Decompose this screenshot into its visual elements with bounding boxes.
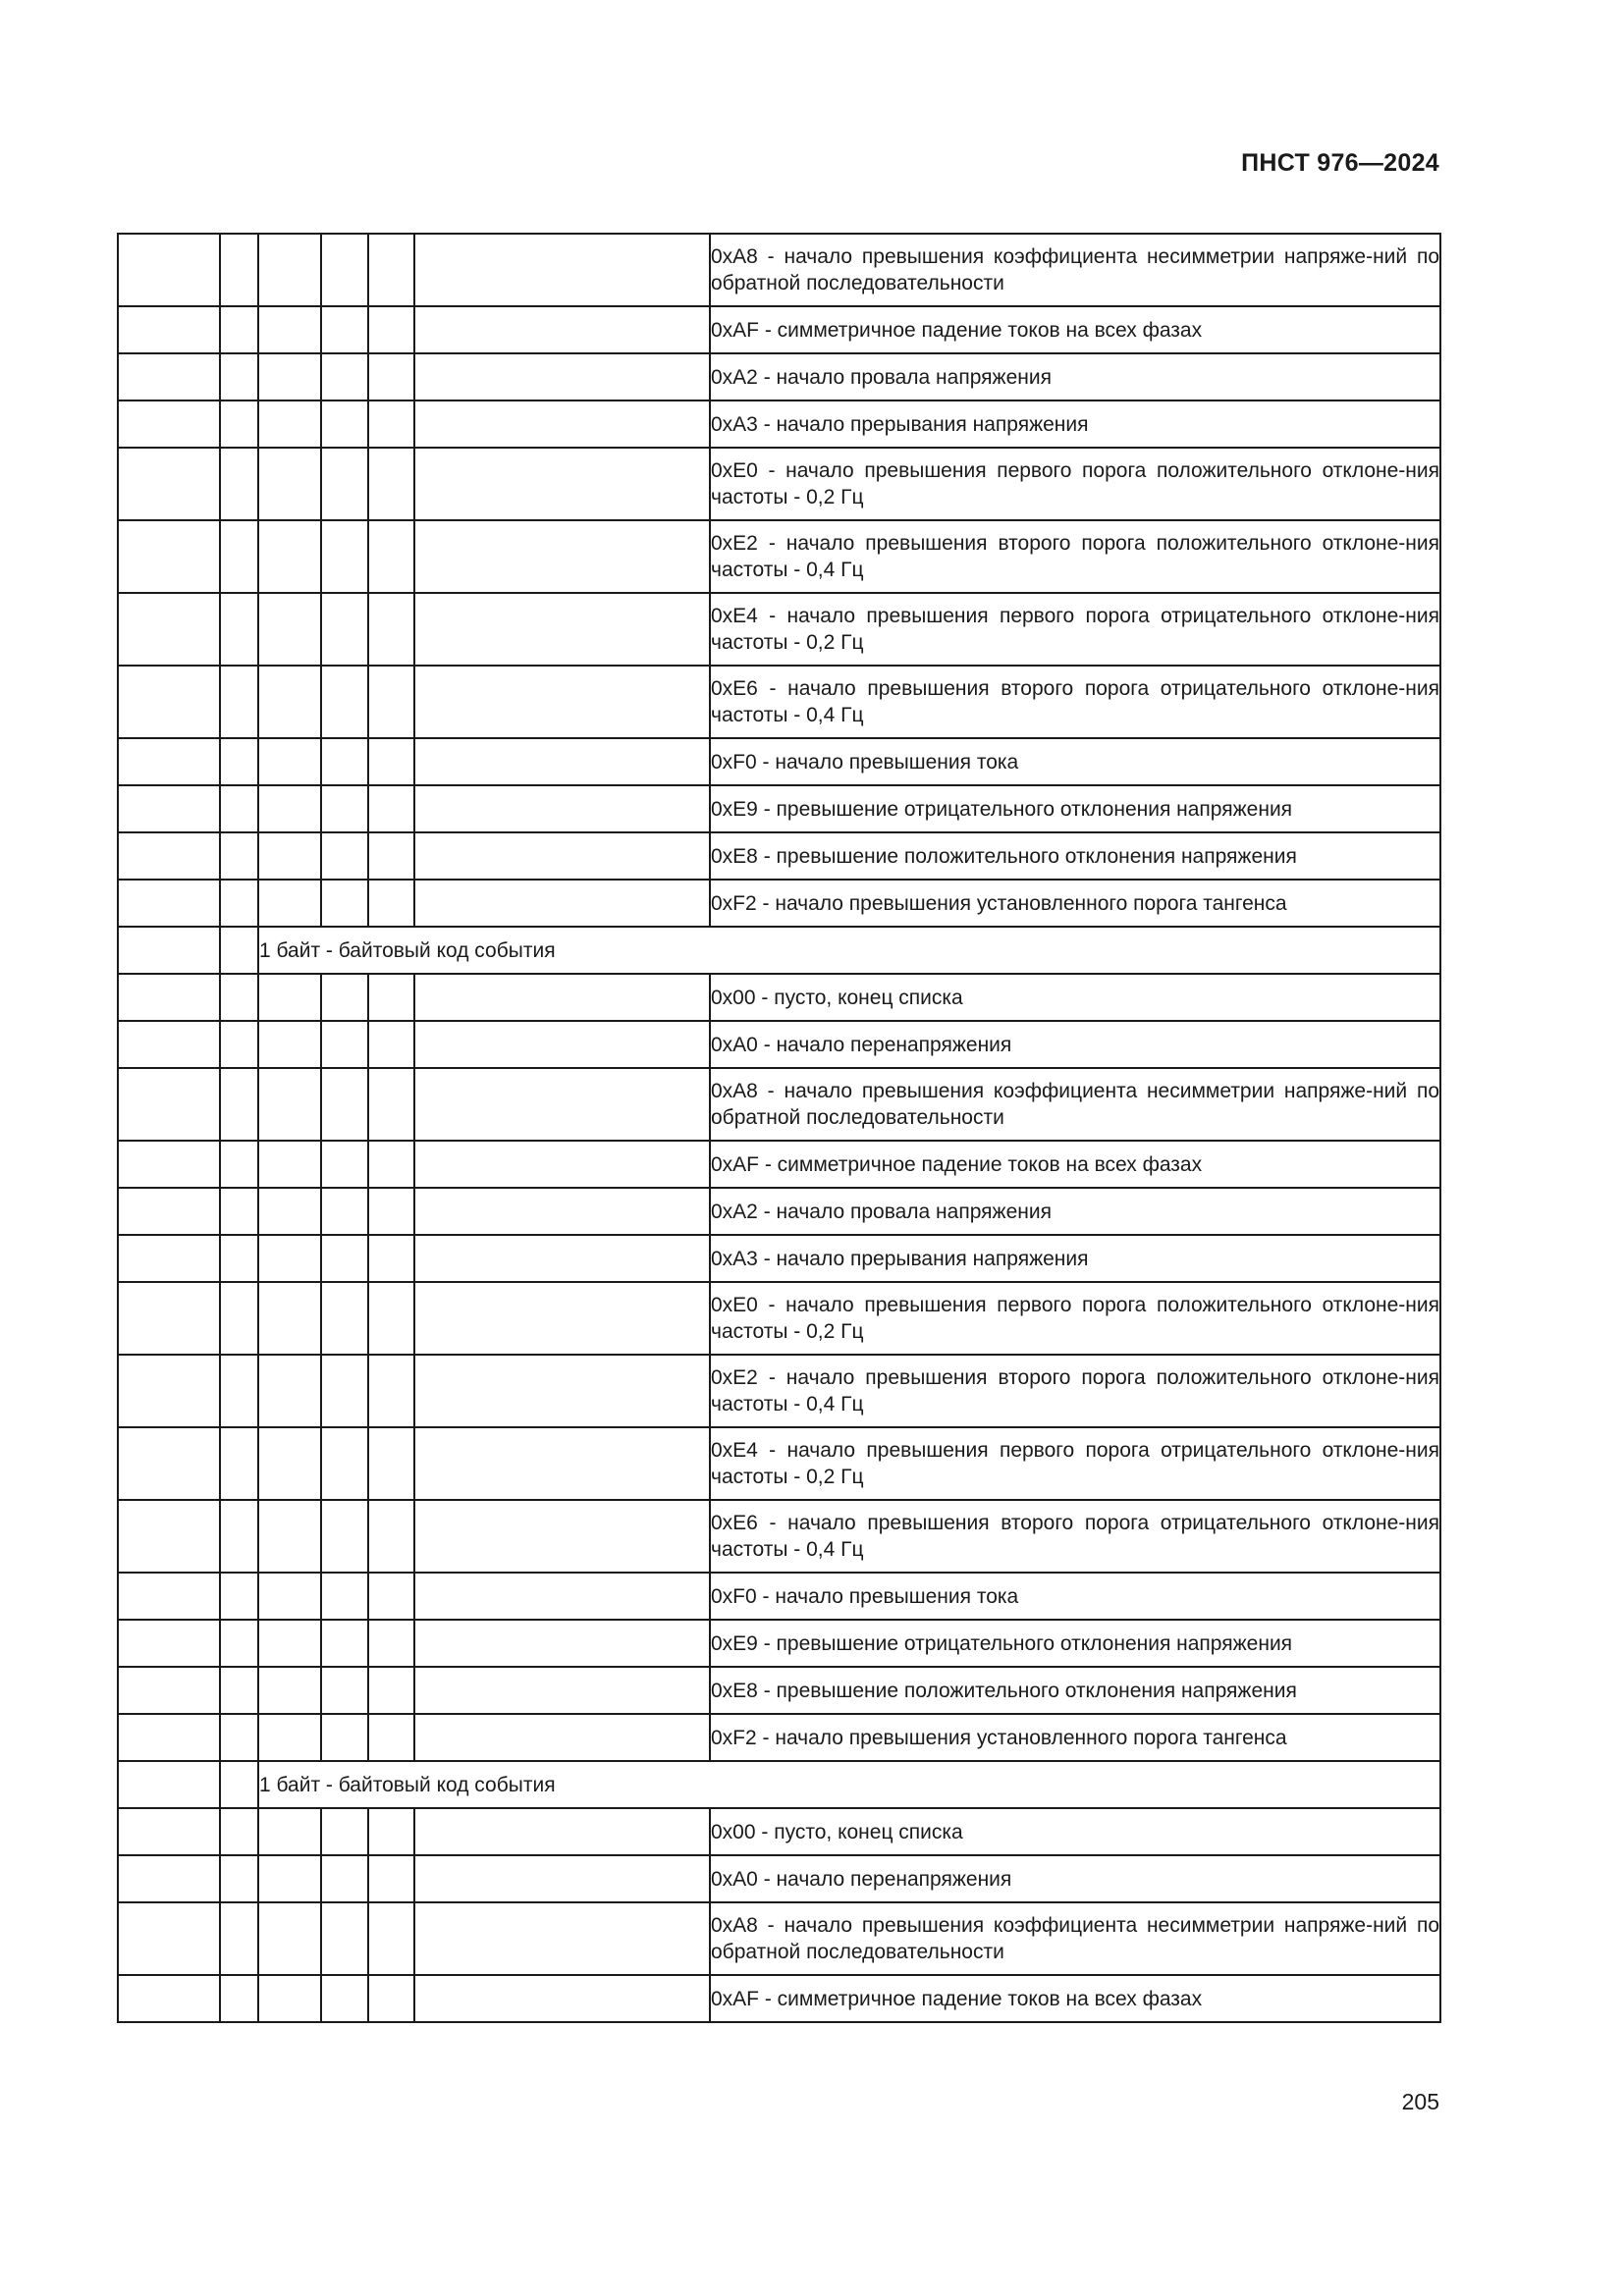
empty-cell bbox=[321, 1068, 368, 1141]
empty-cell bbox=[321, 520, 368, 593]
empty-cell bbox=[321, 1714, 368, 1761]
empty-cell bbox=[321, 400, 368, 448]
empty-cell bbox=[220, 1282, 258, 1355]
empty-cell bbox=[118, 1808, 220, 1855]
empty-cell bbox=[321, 1902, 368, 1975]
empty-cell bbox=[118, 400, 220, 448]
empty-cell bbox=[368, 1068, 414, 1141]
empty-cell bbox=[258, 666, 321, 738]
empty-cell bbox=[258, 1282, 321, 1355]
empty-cell bbox=[220, 1235, 258, 1282]
empty-cell bbox=[220, 738, 258, 785]
empty-cell bbox=[118, 1761, 220, 1808]
empty-cell bbox=[118, 448, 220, 520]
event-code-cell: 0xA8 - начало превышения коэффициента несимметрии напряже-ний по обратной последовательности bbox=[710, 234, 1440, 306]
empty-cell bbox=[220, 785, 258, 832]
empty-cell bbox=[258, 1021, 321, 1068]
empty-cell bbox=[118, 1282, 220, 1355]
empty-cell bbox=[414, 785, 710, 832]
event-code-cell: 0xE6 - начало превышения второго порога отрицательного отклоне-ния частоты - 0,4 Гц bbox=[710, 1500, 1440, 1573]
empty-cell bbox=[368, 1282, 414, 1355]
empty-cell bbox=[368, 666, 414, 738]
empty-cell bbox=[258, 1714, 321, 1761]
empty-cell bbox=[118, 974, 220, 1021]
empty-cell bbox=[220, 520, 258, 593]
empty-cell bbox=[258, 1855, 321, 1902]
empty-cell bbox=[118, 593, 220, 666]
empty-cell bbox=[118, 1902, 220, 1975]
empty-cell bbox=[321, 1188, 368, 1235]
empty-cell bbox=[220, 927, 258, 974]
empty-cell bbox=[220, 832, 258, 880]
table-row bbox=[118, 1282, 1440, 1355]
empty-cell bbox=[118, 1667, 220, 1714]
empty-cell bbox=[258, 785, 321, 832]
empty-cell bbox=[220, 306, 258, 353]
byte-code-header-cell: 1 байт - байтовый код события bbox=[258, 927, 1440, 974]
empty-cell bbox=[220, 1355, 258, 1427]
empty-cell bbox=[368, 1975, 414, 2022]
empty-cell bbox=[258, 1427, 321, 1500]
empty-cell bbox=[414, 1808, 710, 1855]
event-code-cell: 0xAF - симметричное падение токов на всех фазах bbox=[710, 1975, 1440, 2022]
empty-cell bbox=[118, 785, 220, 832]
empty-cell bbox=[321, 1235, 368, 1282]
empty-cell bbox=[258, 1500, 321, 1573]
event-code-cell: 0xAF - симметричное падение токов на всех фазах bbox=[710, 1141, 1440, 1188]
empty-cell bbox=[414, 832, 710, 880]
empty-cell bbox=[321, 1855, 368, 1902]
empty-cell bbox=[118, 880, 220, 927]
empty-cell bbox=[321, 974, 368, 1021]
document-code: ПНСТ 976—2024 bbox=[1241, 149, 1439, 177]
table-row bbox=[118, 880, 1440, 927]
table-section-row bbox=[118, 927, 1440, 974]
empty-cell bbox=[321, 1975, 368, 2022]
event-code-cell: 0xE8 - превышение положительного отклонения напряжения bbox=[710, 1667, 1440, 1714]
empty-cell bbox=[258, 593, 321, 666]
empty-cell bbox=[118, 1427, 220, 1500]
empty-cell bbox=[414, 1188, 710, 1235]
table-row bbox=[118, 1667, 1440, 1714]
empty-cell bbox=[220, 1761, 258, 1808]
table-row bbox=[118, 974, 1440, 1021]
empty-cell bbox=[258, 1355, 321, 1427]
empty-cell bbox=[414, 1235, 710, 1282]
empty-cell bbox=[258, 1808, 321, 1855]
event-code-cell: 0xA8 - начало превышения коэффициента несимметрии напряже-ний по обратной последовательности bbox=[710, 1068, 1440, 1141]
empty-cell bbox=[118, 1620, 220, 1667]
table-row bbox=[118, 1902, 1440, 1975]
empty-cell bbox=[220, 593, 258, 666]
table-row bbox=[118, 1808, 1440, 1855]
table-body bbox=[118, 234, 1440, 2022]
empty-cell bbox=[368, 880, 414, 927]
empty-cell bbox=[220, 1667, 258, 1714]
table-row bbox=[118, 306, 1440, 353]
empty-cell bbox=[258, 234, 321, 306]
event-code-cell: 0xE4 - начало превышения первого порога отрицательного отклоне-ния частоты - 0,2 Гц bbox=[710, 1427, 1440, 1500]
empty-cell bbox=[368, 593, 414, 666]
table-row bbox=[118, 520, 1440, 593]
empty-cell bbox=[220, 1573, 258, 1620]
event-code-cell: 0xE8 - превышение положительного отклонения напряжения bbox=[710, 832, 1440, 880]
empty-cell bbox=[258, 1667, 321, 1714]
empty-cell bbox=[220, 1714, 258, 1761]
empty-cell bbox=[414, 1068, 710, 1141]
empty-cell bbox=[368, 1500, 414, 1573]
empty-cell bbox=[321, 1808, 368, 1855]
empty-cell bbox=[368, 1141, 414, 1188]
empty-cell bbox=[368, 400, 414, 448]
empty-cell bbox=[118, 353, 220, 400]
table-row bbox=[118, 1714, 1440, 1761]
empty-cell bbox=[321, 353, 368, 400]
empty-cell bbox=[220, 974, 258, 1021]
empty-cell bbox=[368, 1808, 414, 1855]
empty-cell bbox=[118, 738, 220, 785]
empty-cell bbox=[414, 1620, 710, 1667]
empty-cell bbox=[321, 593, 368, 666]
event-code-table bbox=[117, 233, 1441, 2023]
event-code-cell: 0xA0 - начало перенапряжения bbox=[710, 1855, 1440, 1902]
table-row bbox=[118, 1141, 1440, 1188]
event-code-cell: 0x00 - пусто, конец списка bbox=[710, 1808, 1440, 1855]
event-code-cell: 0xA2 - начало провала напряжения bbox=[710, 353, 1440, 400]
empty-cell bbox=[220, 1141, 258, 1188]
empty-cell bbox=[321, 234, 368, 306]
empty-cell bbox=[321, 1141, 368, 1188]
empty-cell bbox=[321, 1500, 368, 1573]
empty-cell bbox=[258, 1068, 321, 1141]
empty-cell bbox=[368, 234, 414, 306]
table-row bbox=[118, 353, 1440, 400]
empty-cell bbox=[368, 353, 414, 400]
empty-cell bbox=[414, 306, 710, 353]
table-row bbox=[118, 785, 1440, 832]
event-code-cell: 0xE0 - начало превышения первого порога положительного отклоне-ния частоты - 0,2 Гц bbox=[710, 1282, 1440, 1355]
table-row bbox=[118, 666, 1440, 738]
event-code-cell: 0xE4 - начало превышения первого порога отрицательного отклоне-ния частоты - 0,2 Гц bbox=[710, 593, 1440, 666]
empty-cell bbox=[258, 1188, 321, 1235]
event-code-cell: 0xE9 - превышение отрицательного отклонения напряжения bbox=[710, 785, 1440, 832]
empty-cell bbox=[220, 353, 258, 400]
byte-code-header-cell: 1 байт - байтовый код события bbox=[258, 1761, 1440, 1808]
empty-cell bbox=[414, 1855, 710, 1902]
empty-cell bbox=[414, 1427, 710, 1500]
table-row bbox=[118, 832, 1440, 880]
event-code-cell: 0xA3 - начало прерывания напряжения bbox=[710, 400, 1440, 448]
empty-cell bbox=[118, 1500, 220, 1573]
empty-cell bbox=[321, 666, 368, 738]
empty-cell bbox=[414, 1667, 710, 1714]
empty-cell bbox=[258, 738, 321, 785]
empty-cell bbox=[220, 234, 258, 306]
empty-cell bbox=[414, 520, 710, 593]
empty-cell bbox=[368, 785, 414, 832]
empty-cell bbox=[414, 1141, 710, 1188]
table-row bbox=[118, 1975, 1440, 2022]
table-row bbox=[118, 1573, 1440, 1620]
event-code-cell: 0xE2 - начало превышения второго порога положительного отклоне-ния частоты - 0,4 Гц bbox=[710, 1355, 1440, 1427]
table-row bbox=[118, 1427, 1440, 1500]
empty-cell bbox=[414, 593, 710, 666]
empty-cell bbox=[258, 1141, 321, 1188]
empty-cell bbox=[258, 832, 321, 880]
page-number: 205 bbox=[1401, 2089, 1439, 2114]
empty-cell bbox=[258, 974, 321, 1021]
table-section-row bbox=[118, 1761, 1440, 1808]
empty-cell bbox=[321, 1427, 368, 1500]
empty-cell bbox=[321, 832, 368, 880]
empty-cell bbox=[368, 1667, 414, 1714]
empty-cell bbox=[220, 1427, 258, 1500]
empty-cell bbox=[414, 1573, 710, 1620]
empty-cell bbox=[321, 1355, 368, 1427]
empty-cell bbox=[220, 1808, 258, 1855]
empty-cell bbox=[368, 1714, 414, 1761]
event-code-cell: 0xE9 - превышение отрицательного отклонения напряжения bbox=[710, 1620, 1440, 1667]
empty-cell bbox=[220, 1500, 258, 1573]
empty-cell bbox=[414, 738, 710, 785]
empty-cell bbox=[118, 666, 220, 738]
empty-cell bbox=[368, 1021, 414, 1068]
empty-cell bbox=[118, 1188, 220, 1235]
empty-cell bbox=[258, 1620, 321, 1667]
table-row bbox=[118, 400, 1440, 448]
empty-cell bbox=[414, 1282, 710, 1355]
empty-cell bbox=[368, 520, 414, 593]
table-row bbox=[118, 1620, 1440, 1667]
empty-cell bbox=[220, 400, 258, 448]
empty-cell bbox=[118, 1573, 220, 1620]
empty-cell bbox=[414, 1975, 710, 2022]
event-code-cell: 0xE6 - начало превышения второго порога отрицательного отклоне-ния частоты - 0,4 Гц bbox=[710, 666, 1440, 738]
empty-cell bbox=[258, 1975, 321, 2022]
empty-cell bbox=[414, 974, 710, 1021]
empty-cell bbox=[414, 1902, 710, 1975]
event-code-cell: 0xF2 - начало превышения установленного порога тангенса bbox=[710, 1714, 1440, 1761]
event-code-cell: 0xAF - симметричное падение токов на всех фазах bbox=[710, 306, 1440, 353]
empty-cell bbox=[368, 1573, 414, 1620]
table-row bbox=[118, 738, 1440, 785]
empty-cell bbox=[368, 832, 414, 880]
empty-cell bbox=[321, 880, 368, 927]
empty-cell bbox=[220, 666, 258, 738]
empty-cell bbox=[414, 1500, 710, 1573]
empty-cell bbox=[258, 1235, 321, 1282]
empty-cell bbox=[414, 1021, 710, 1068]
empty-cell bbox=[220, 1902, 258, 1975]
empty-cell bbox=[321, 1667, 368, 1714]
table-row bbox=[118, 1021, 1440, 1068]
empty-cell bbox=[118, 1975, 220, 2022]
empty-cell bbox=[321, 1021, 368, 1068]
empty-cell bbox=[321, 1282, 368, 1355]
table-row bbox=[118, 234, 1440, 306]
empty-cell bbox=[220, 1620, 258, 1667]
empty-cell bbox=[368, 1855, 414, 1902]
empty-cell bbox=[414, 400, 710, 448]
empty-cell bbox=[321, 306, 368, 353]
table-row bbox=[118, 1235, 1440, 1282]
table-row bbox=[118, 1188, 1440, 1235]
table-row bbox=[118, 1500, 1440, 1573]
event-code-cell: 0xF2 - начало превышения установленного порога тангенса bbox=[710, 880, 1440, 927]
empty-cell bbox=[414, 666, 710, 738]
empty-cell bbox=[414, 1355, 710, 1427]
table-row bbox=[118, 593, 1440, 666]
empty-cell bbox=[368, 1188, 414, 1235]
empty-cell bbox=[118, 1355, 220, 1427]
empty-cell bbox=[368, 1427, 414, 1500]
empty-cell bbox=[414, 448, 710, 520]
empty-cell bbox=[321, 1620, 368, 1667]
empty-cell bbox=[368, 1902, 414, 1975]
empty-cell bbox=[368, 738, 414, 785]
empty-cell bbox=[258, 400, 321, 448]
empty-cell bbox=[368, 974, 414, 1021]
empty-cell bbox=[321, 1573, 368, 1620]
empty-cell bbox=[118, 1068, 220, 1141]
event-code-cell: 0xA0 - начало перенапряжения bbox=[710, 1021, 1440, 1068]
event-code-cell: 0xA2 - начало провала напряжения bbox=[710, 1188, 1440, 1235]
empty-cell bbox=[118, 520, 220, 593]
empty-cell bbox=[414, 880, 710, 927]
empty-cell bbox=[414, 1714, 710, 1761]
empty-cell bbox=[258, 1902, 321, 1975]
empty-cell bbox=[118, 1714, 220, 1761]
empty-cell bbox=[118, 1235, 220, 1282]
empty-cell bbox=[368, 1235, 414, 1282]
empty-cell bbox=[321, 738, 368, 785]
table-row bbox=[118, 1355, 1440, 1427]
empty-cell bbox=[220, 1975, 258, 2022]
empty-cell bbox=[258, 1573, 321, 1620]
empty-cell bbox=[368, 1620, 414, 1667]
event-code-cell: 0xF0 - начало превышения тока bbox=[710, 1573, 1440, 1620]
empty-cell bbox=[118, 306, 220, 353]
empty-cell bbox=[220, 1021, 258, 1068]
empty-cell bbox=[220, 1068, 258, 1141]
table-row bbox=[118, 1855, 1440, 1902]
empty-cell bbox=[414, 234, 710, 306]
empty-cell bbox=[368, 448, 414, 520]
empty-cell bbox=[258, 520, 321, 593]
table-row bbox=[118, 1068, 1440, 1141]
event-code-cell: 0xA3 - начало прерывания напряжения bbox=[710, 1235, 1440, 1282]
event-code-cell: 0xE2 - начало превышения второго порога положительного отклоне-ния частоты - 0,4 Гц bbox=[710, 520, 1440, 593]
empty-cell bbox=[118, 234, 220, 306]
empty-cell bbox=[220, 880, 258, 927]
event-code-cell: 0xF0 - начало превышения тока bbox=[710, 738, 1440, 785]
empty-cell bbox=[118, 1021, 220, 1068]
empty-cell bbox=[258, 448, 321, 520]
event-code-cell: 0x00 - пусто, конец списка bbox=[710, 974, 1440, 1021]
empty-cell bbox=[118, 832, 220, 880]
empty-cell bbox=[220, 1188, 258, 1235]
empty-cell bbox=[258, 306, 321, 353]
empty-cell bbox=[258, 880, 321, 927]
empty-cell bbox=[258, 353, 321, 400]
empty-cell bbox=[118, 927, 220, 974]
empty-cell bbox=[220, 448, 258, 520]
empty-cell bbox=[414, 353, 710, 400]
event-code-cell: 0xE0 - начало превышения первого порога положительного отклоне-ния частоты - 0,2 Гц bbox=[710, 448, 1440, 520]
empty-cell bbox=[118, 1141, 220, 1188]
empty-cell bbox=[220, 1855, 258, 1902]
empty-cell bbox=[368, 306, 414, 353]
empty-cell bbox=[321, 448, 368, 520]
empty-cell bbox=[368, 1355, 414, 1427]
event-code-cell: 0xA8 - начало превышения коэффициента несимметрии напряже-ний по обратной последовательности bbox=[710, 1902, 1440, 1975]
empty-cell bbox=[321, 785, 368, 832]
table-row bbox=[118, 448, 1440, 520]
empty-cell bbox=[118, 1855, 220, 1902]
